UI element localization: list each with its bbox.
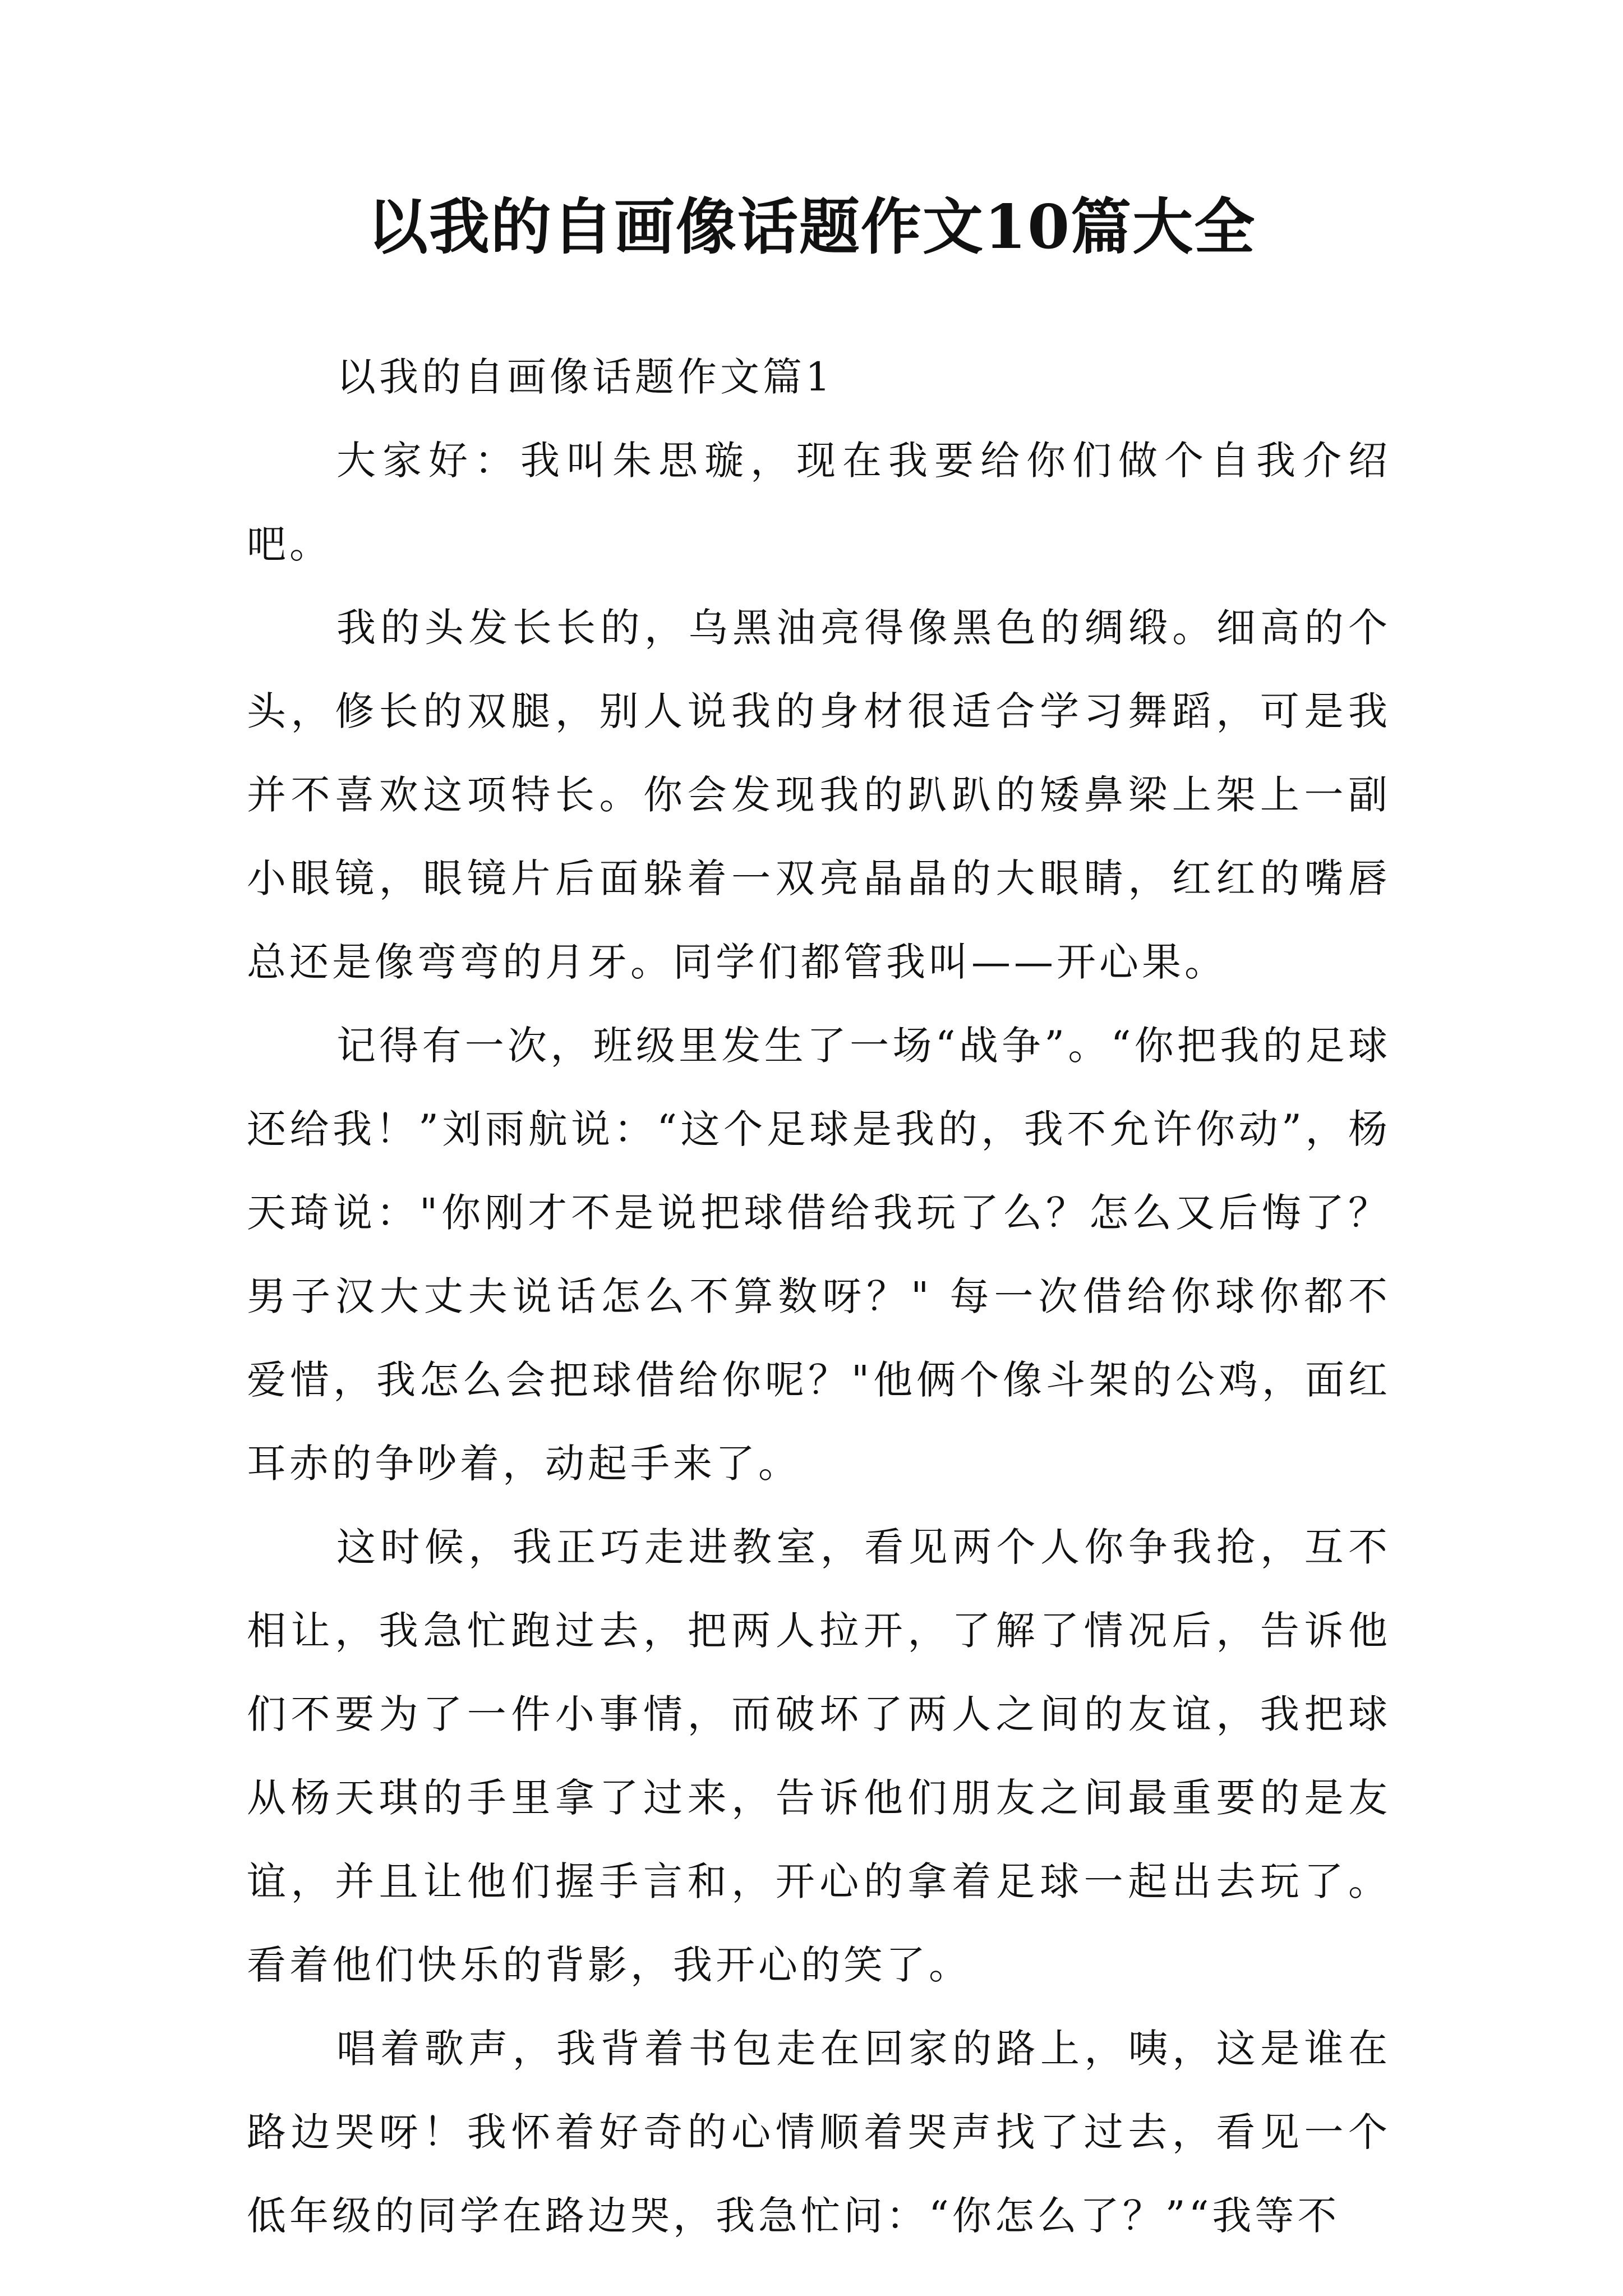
document-body [247,335,1391,2258]
paragraph: 大家好：我叫朱思璇，现在我要给你们做个自我介绍吧。 [247,438,1391,567]
paragraph: 我的头发长长的，乌黑油亮得像黑色的绸缎。细高的个头，修长的双腿，别人说我的身材很适合学习舞蹈，可是我并不喜欢这项特长。你会发现我的趴趴的矮鼻梁上架上一副小眼镜，眼镜片后面躲着一双亮晶晶的大眼睛，红红的嘴唇总还是像弯弯的月牙。同学们都管我叫——开心果。 [247,605,1391,985]
paragraph: 唱着歌声，我背着书包走在回家的路上，咦，这是谁在路边哭呀！我怀着好奇的心情顺着哭声找了过去，看见一个低年级的同学在路边哭，我急忙问：“你怎么了？”“我等不 [247,2026,1391,2239]
document-title: 以我的自画像话题作文10篇大全 [367,192,1256,263]
section-heading: 以我的自画像话题作文篇1 [336,354,834,400]
paragraph: 记得有一次，班级里发生了一场“战争”。“你把我的足球还给我！”刘雨航说：“这个足球是我的，我不允许你动”，杨天琦说："你刚才不是说把球借给我玩了么？怎么又后悔了？男子汉大丈夫说话怎么不算数呀？" 每一次借给你球你都不爱惜，我怎么会把球借给你呢？"他俩个像斗架的公鸡，面红耳赤的争吵着，动起手来了。 [247,1023,1391,1487]
paragraph: 这时候，我正巧走进教室，看见两个人你争我抢，互不相让，我急忙跑过去，把两人拉开，了解了情况后，告诉他们不要为了一件小事情，而破坏了两人之间的友谊，我把球从杨天琪的手里拿了过来，告诉他们朋友之间最重要的是友谊，并且让他们握手言和，开心的拿着足球一起出去玩了。看着他们快乐的背影，我开心的笑了。 [247,1524,1391,1988]
